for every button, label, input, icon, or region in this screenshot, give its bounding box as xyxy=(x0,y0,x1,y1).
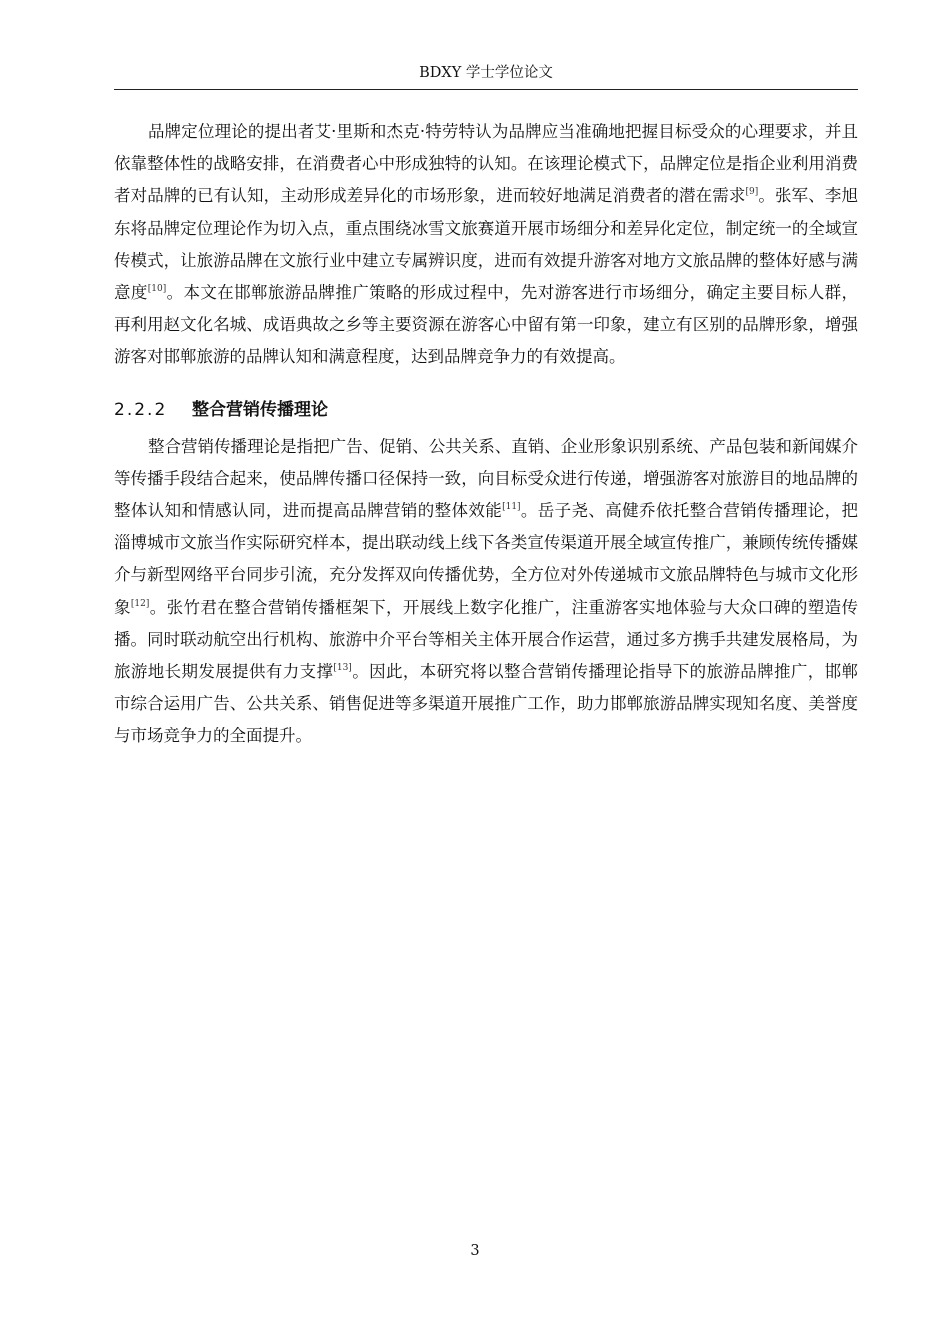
citation-ref: [13] xyxy=(333,663,352,674)
header-rule xyxy=(114,89,858,90)
section-number: 2.2.2 xyxy=(114,399,168,420)
section-title: 整合营销传播理论 xyxy=(192,399,328,420)
paragraph-brand-positioning xyxy=(114,116,858,374)
section-heading xyxy=(114,395,858,425)
page-number: 3 xyxy=(470,1243,480,1259)
running-header: BDXY 学士学位论文 xyxy=(419,65,553,81)
citation-ref: [10] xyxy=(147,284,167,295)
paragraph-text: 。本文在邯郸旅游品牌推广策略的形成过程中，先对游客进行市场细分，确定主要目标人群，再利用赵文化名城、成语典故之乡等主要资源在游客心中留有第一印象，建立有区别的品牌形象，增强游客对邯郸旅游的品牌认知和满意程度，达到品牌竞争力的有效提高。 xyxy=(114,283,859,367)
paragraph-text: 品牌定位理论的提出者艾·里斯和杰克·特劳特认为品牌应当准确地把握目标受众的心理要求，并且依靠整体性的战略安排，在消费者心中形成独特的认知。在该理论模式下，品牌定位是指企业利用消费者对品牌的已有认知，主动形成差异化的市场形象，进而较好地满足消费者的潜在需求 xyxy=(114,122,858,206)
citation-ref: [9] xyxy=(745,187,759,198)
paragraph-text: 。张竹君在整合营销传播框架下，开展线上数字化推广，注重游客实地体验与大众口碑的塑造传播。同时联动航空出行机构、旅游中介平台等相关主体开展合作运营，通过多方携手共建发展格局，为旅游地长期发展提供有力支撑 xyxy=(114,597,859,682)
paragraph-text: 。岳子尧、高健乔依托整合营销传播理论，把淄博城市文旅当作实际研究样本，提出联动线上线下各类宣传渠道开展全域宣传推广，兼顾传统传播媒介与新型网络平台同步引流，充分发挥双向传播优势，全方位对外传递城市文旅品牌特色与城市文化形象 xyxy=(114,501,859,617)
paragraph-text: 。张军、李旭东将品牌定位理论作为切入点，重点围绕冰雪文旅赛道开展市场细分和差异化定位，制定统一的全域宣传模式，让旅游品牌在文旅行业中建立专属辨识度，进而有效提升游客对地方文旅品牌的整体好感与满意度 xyxy=(114,186,859,303)
paragraph-text: 整合营销传播理论是指把广告、促销、公共关系、直销、企业形象识别系统、产品包装和新闻媒介等传播手段结合起来，使品牌传播口径保持一致，向目标受众进行传递，增强游客对旅游目的地品牌的整体认知和情感认同，进而提高品牌营销的整体效能 xyxy=(114,436,858,521)
citation-ref: [12] xyxy=(130,598,150,609)
paragraph-imc-theory xyxy=(114,431,858,753)
paragraph-text: 。因此，本研究将以整合营销传播理论指导下的旅游品牌推广，邯郸市综合运用广告、公共关系、销售促进等多渠道开展推广工作，助力邯郸旅游品牌实现知名度、美誉度与市场竞争力的全面提升。 xyxy=(114,662,859,746)
citation-ref: [11] xyxy=(502,502,521,513)
page-body xyxy=(114,116,858,753)
